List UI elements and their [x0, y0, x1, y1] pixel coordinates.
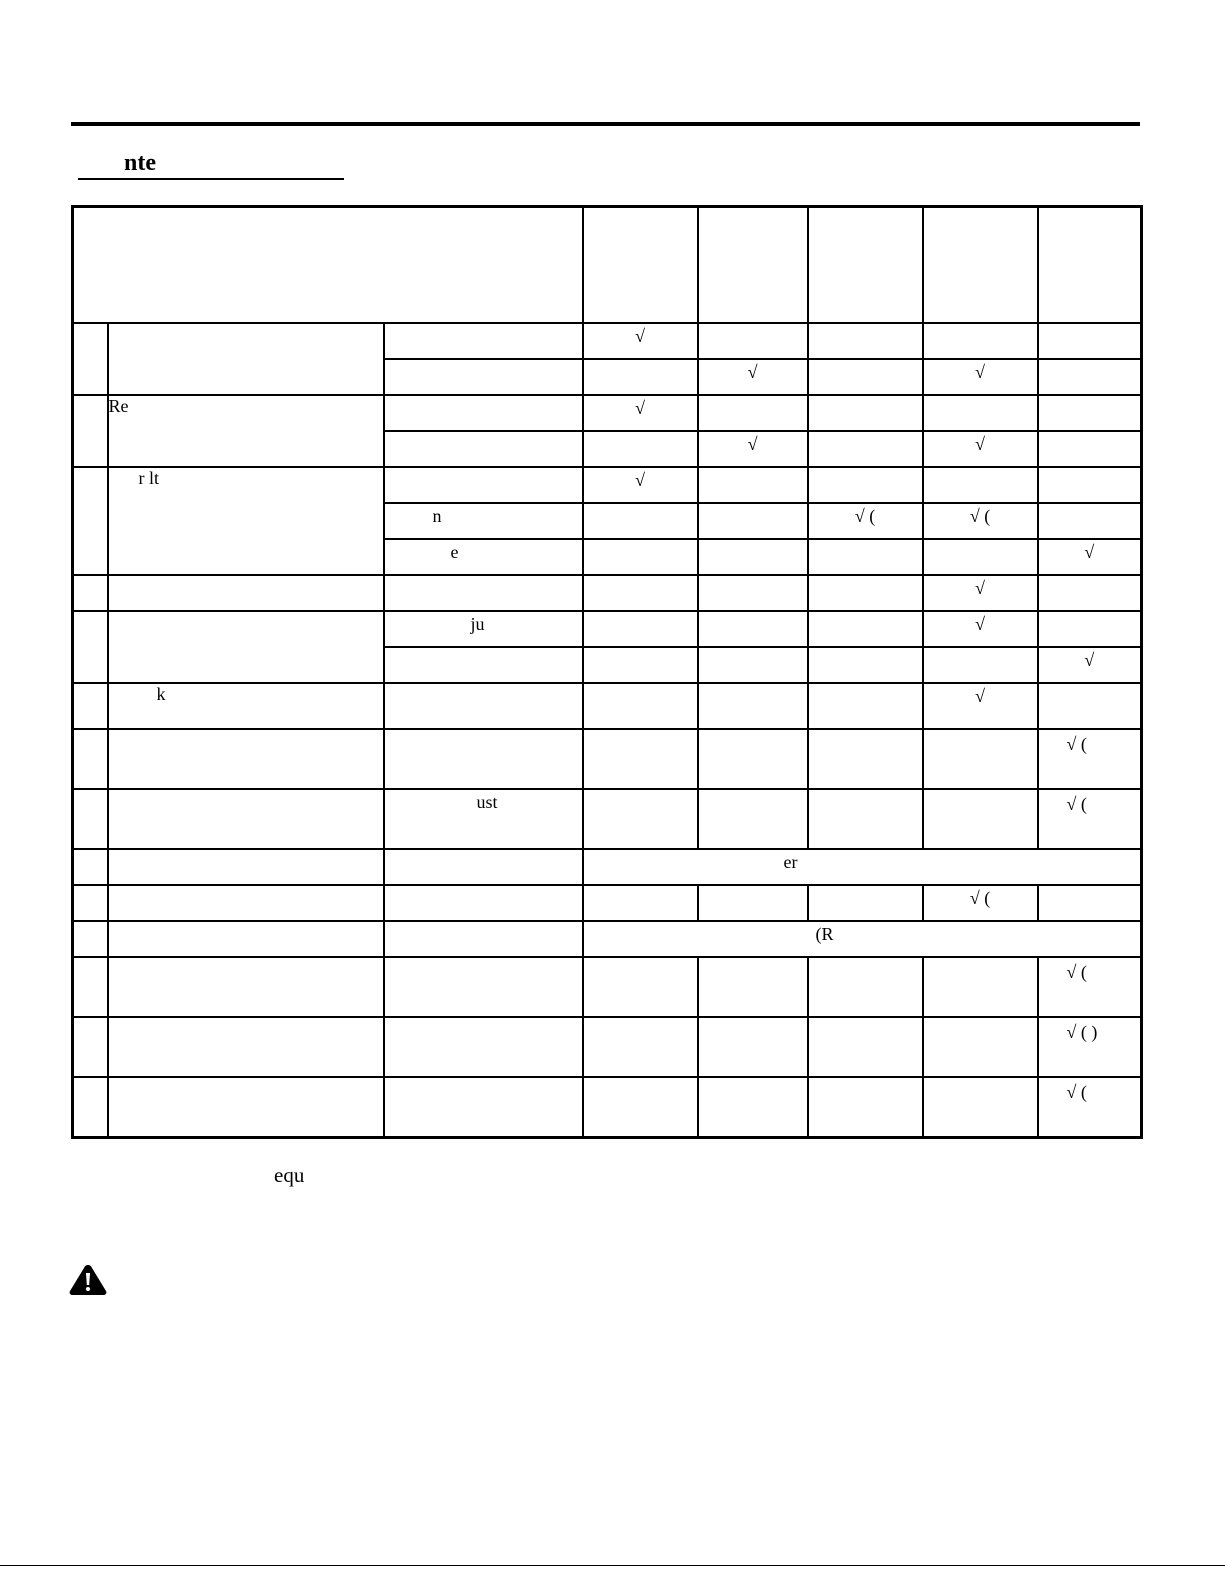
table-row: [73, 1017, 1142, 1077]
sub-label: n: [384, 503, 583, 539]
table-row: [73, 921, 1142, 957]
check-cell: [1038, 611, 1142, 647]
check-cell: [808, 1017, 923, 1077]
check-cell: [923, 647, 1038, 683]
section-title: nte: [78, 148, 344, 180]
check-cell: √ (: [808, 503, 923, 539]
table-row: [73, 789, 1142, 849]
table-row: [73, 395, 1142, 431]
check-cell: [923, 1017, 1038, 1077]
check-cell: [583, 647, 698, 683]
check-cell: [923, 395, 1038, 431]
check-cell: [923, 467, 1038, 503]
sub-label: e: [384, 539, 583, 575]
check-cell: [698, 467, 808, 503]
header-col-3: [808, 207, 923, 324]
check-cell: [583, 359, 698, 395]
check-cell: [698, 323, 808, 359]
row-number-cell: [73, 729, 108, 789]
table-row: [73, 575, 1142, 611]
check-cell: [808, 885, 923, 921]
table-row: [73, 729, 1142, 789]
check-cell: √ (: [1038, 1077, 1142, 1138]
check-cell: √: [923, 359, 1038, 395]
item-label: [108, 885, 384, 921]
row-number-cell: [73, 1077, 108, 1138]
check-cell: [808, 539, 923, 575]
check-cell: √ (: [1038, 789, 1142, 849]
row-number-cell: [73, 789, 108, 849]
check-cell: [1038, 575, 1142, 611]
check-cell: [698, 789, 808, 849]
table-row: [73, 885, 1142, 921]
row-number-cell: [73, 467, 108, 575]
header-col-5: [1038, 207, 1142, 324]
sub-label: [384, 1017, 583, 1077]
row-number-cell: [73, 885, 108, 921]
check-cell: √: [923, 575, 1038, 611]
row-number-cell: [73, 849, 108, 885]
check-cell: [808, 395, 923, 431]
check-cell: [583, 539, 698, 575]
check-cell: [583, 503, 698, 539]
check-cell: [698, 957, 808, 1017]
sub-label: ust: [384, 789, 583, 849]
top-rule: [71, 122, 1140, 126]
check-cell: √: [583, 323, 698, 359]
check-cell: [698, 729, 808, 789]
check-cell: [923, 789, 1038, 849]
warning-triangle-icon: [69, 1264, 107, 1296]
sub-label: [384, 683, 583, 729]
check-cell: [698, 575, 808, 611]
row-number-cell: [73, 323, 108, 395]
check-cell: [808, 647, 923, 683]
item-label: [108, 789, 384, 849]
check-cell: [583, 885, 698, 921]
check-cell: √: [923, 431, 1038, 467]
row-number-cell: [73, 575, 108, 611]
check-cell: √: [698, 431, 808, 467]
item-label: r lt: [108, 467, 384, 575]
item-label: [108, 957, 384, 1017]
check-cell: [583, 1077, 698, 1138]
table-row: [73, 611, 1142, 647]
check-cell: √ (: [1038, 729, 1142, 789]
check-cell: √: [1038, 539, 1142, 575]
sub-label: [384, 575, 583, 611]
check-cell: [1038, 431, 1142, 467]
sub-label: [384, 1077, 583, 1138]
item-label: [108, 849, 384, 885]
check-cell: [1038, 359, 1142, 395]
row-number-cell: [73, 1017, 108, 1077]
merged-note-cell: (R: [583, 921, 1142, 957]
row-number-cell: [73, 611, 108, 683]
item-label: [108, 323, 384, 395]
check-cell: [808, 729, 923, 789]
check-cell: [698, 647, 808, 683]
footnote: equ: [274, 1163, 305, 1187]
check-cell: [583, 957, 698, 1017]
sub-label: [384, 729, 583, 789]
table-row: [73, 849, 1142, 885]
check-cell: √ (: [923, 503, 1038, 539]
header-item-cell: [73, 207, 583, 324]
check-cell: √: [923, 683, 1038, 729]
header-col-2: [698, 207, 808, 324]
sub-label: [384, 467, 583, 503]
sub-label: [384, 957, 583, 1017]
item-label: k: [108, 683, 384, 729]
check-cell: [1038, 683, 1142, 729]
check-cell: [698, 885, 808, 921]
check-cell: [923, 539, 1038, 575]
check-cell: [698, 611, 808, 647]
check-cell: [698, 683, 808, 729]
table-row: [73, 1077, 1142, 1138]
sub-label: [384, 921, 583, 957]
check-cell: [583, 575, 698, 611]
item-label: [108, 921, 384, 957]
check-cell: [698, 1017, 808, 1077]
item-label: [108, 1017, 384, 1077]
check-cell: √: [698, 359, 808, 395]
check-cell: [583, 789, 698, 849]
header-col-1: [583, 207, 698, 324]
check-cell: √: [923, 611, 1038, 647]
check-cell: [808, 683, 923, 729]
row-number-cell: [73, 921, 108, 957]
check-cell: [808, 323, 923, 359]
sub-label: [384, 323, 583, 359]
check-cell: [923, 729, 1038, 789]
check-cell: [698, 503, 808, 539]
check-cell: [808, 1077, 923, 1138]
maintenance-table: [71, 205, 1143, 1139]
check-cell: √ (: [1038, 957, 1142, 1017]
table-row: [73, 323, 1142, 359]
check-cell: [1038, 885, 1142, 921]
check-cell: [808, 611, 923, 647]
check-cell: [698, 395, 808, 431]
table-row: [73, 467, 1142, 503]
check-cell: √ ( ): [1038, 1017, 1142, 1077]
sub-label: [384, 647, 583, 683]
item-label: [108, 729, 384, 789]
check-cell: [1038, 323, 1142, 359]
sub-label: [384, 431, 583, 467]
check-cell: [808, 467, 923, 503]
sub-label: [384, 885, 583, 921]
check-cell: [698, 539, 808, 575]
check-cell: [583, 729, 698, 789]
check-cell: [1038, 467, 1142, 503]
check-cell: [583, 431, 698, 467]
check-cell: [698, 1077, 808, 1138]
item-label: [108, 611, 384, 683]
merged-note-cell: er: [583, 849, 1142, 885]
check-cell: [808, 957, 923, 1017]
table-row: [73, 957, 1142, 1017]
check-cell: [583, 1017, 698, 1077]
check-cell: √: [583, 395, 698, 431]
check-cell: [923, 323, 1038, 359]
row-number-cell: [73, 683, 108, 729]
row-number-cell: [73, 395, 108, 467]
check-cell: [583, 683, 698, 729]
sub-label: [384, 395, 583, 431]
check-cell: [808, 431, 923, 467]
bottom-rule: [0, 1565, 1225, 1566]
check-cell: [808, 789, 923, 849]
check-cell: √: [1038, 647, 1142, 683]
item-label: [108, 1077, 384, 1138]
check-cell: [808, 359, 923, 395]
check-cell: [808, 575, 923, 611]
check-cell: √ (: [923, 885, 1038, 921]
table-row: [73, 683, 1142, 729]
check-cell: [583, 611, 698, 647]
sub-label: [384, 359, 583, 395]
check-cell: [923, 1077, 1038, 1138]
item-label: Re: [108, 395, 384, 467]
check-cell: √: [583, 467, 698, 503]
item-label: [108, 575, 384, 611]
check-cell: [1038, 503, 1142, 539]
sub-label: [384, 849, 583, 885]
sub-label: ju: [384, 611, 583, 647]
header-col-4: [923, 207, 1038, 324]
row-number-cell: [73, 957, 108, 1017]
table-header-row: [73, 207, 1142, 324]
check-cell: [1038, 395, 1142, 431]
check-cell: [923, 957, 1038, 1017]
